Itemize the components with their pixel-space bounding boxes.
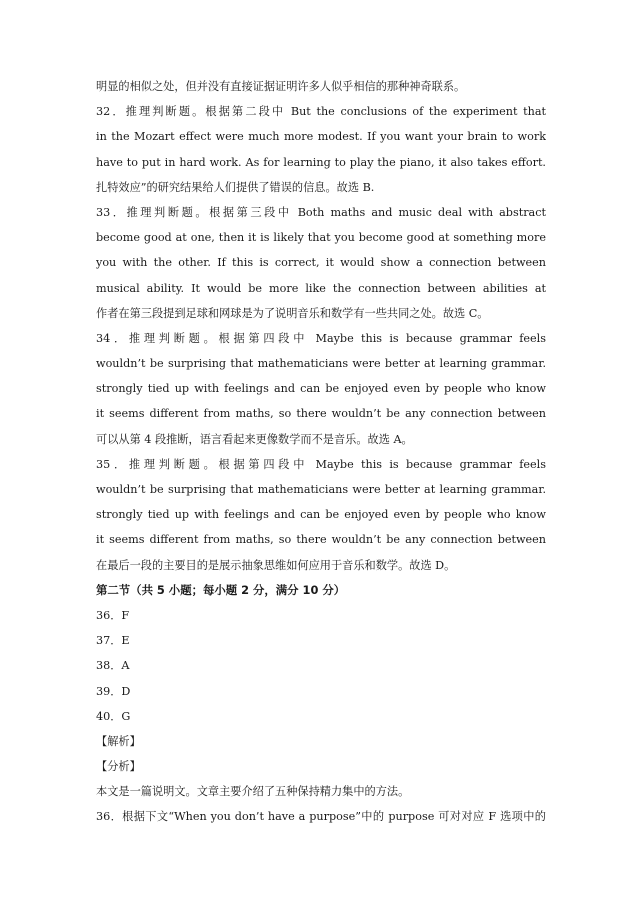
answer-item: 39．D	[96, 684, 131, 698]
text-line: 扎特效应”的研究结果给人们提供了错误的信息。故选 B.	[96, 180, 375, 194]
fenxi-label: 【分析】	[96, 760, 141, 774]
text-line: strongly tied up with feelings and can be enjoyed even by people who know	[96, 508, 546, 522]
answer-item: 38．A	[96, 659, 130, 673]
text-line: it seems different from maths, so there wouldn’t be any connection between	[96, 533, 546, 547]
text-line: 33．推理判断题。根据第三段中 Both maths and music deal with abstract	[96, 205, 546, 219]
text-line: in the Mozart effect were much more modest. If you want your brain to work	[96, 130, 546, 144]
text-line: it seems different from maths, so there wouldn’t be any connection between	[96, 407, 546, 421]
text-line: wouldn’t be surprising that mathematicians were better at learning grammar.	[96, 483, 546, 496]
answer-item: 40．G	[96, 709, 131, 723]
text-line: 32．推理判断题。根据第二段中 But the conclusions of the experiment that	[96, 105, 546, 119]
text-line: 明显的相似之处，但并没有直接证据证明许多人似乎相信的那种神奇联系。	[96, 80, 466, 93]
answer-item: 36．F	[96, 608, 130, 622]
answer-explanation-page	[96, 74, 546, 830]
text-line: strongly tied up with feelings and can be enjoyed even by people who know	[96, 382, 546, 396]
text-line: have to put in hard work. As for learning to play the piano, it also takes effort.	[96, 155, 546, 169]
answer-item: 37．E	[96, 634, 130, 648]
text-line: 35．推理判断题。根据第四段中 Maybe this is because grammar feels	[96, 457, 546, 471]
text-line: become good at one, then it is likely that you become good at something more	[96, 231, 546, 245]
text-line: musical ability. It would be more like the connection between abilities at	[96, 281, 546, 295]
text-line: 可以从第 4 段推断，语言看起来更像数学而不是音乐。故选 A。	[96, 432, 413, 446]
text-line: 36．根据下文“When you don’t have a purpose”中的 purpose 可对对应 F 选项中的	[96, 810, 546, 824]
text-line: you with the other. If this is correct, it would show a connection between	[96, 256, 546, 270]
summary-text: 本文是一篇说明文。文章主要介绍了五种保持精力集中的方法。	[96, 785, 410, 799]
section-heading: 第二节（共 5 小题；每小题 2 分，满分 10 分）	[96, 582, 346, 597]
jiexi-label: 【解析】	[96, 734, 141, 748]
text-line: wouldn’t be surprising that mathematicians were better at learning grammar.	[96, 357, 546, 371]
text-line: 34．推理判断题。根据第四段中 Maybe this is because grammar feels	[96, 331, 546, 345]
text-line: 作者在第三段提到足球和网球是为了说明音乐和数学有一些共同之处。故选 C。	[96, 306, 489, 320]
text-line: 在最后一段的主要目的是展示抽象思维如何应用于音乐和数学。故选 D。	[96, 558, 456, 572]
